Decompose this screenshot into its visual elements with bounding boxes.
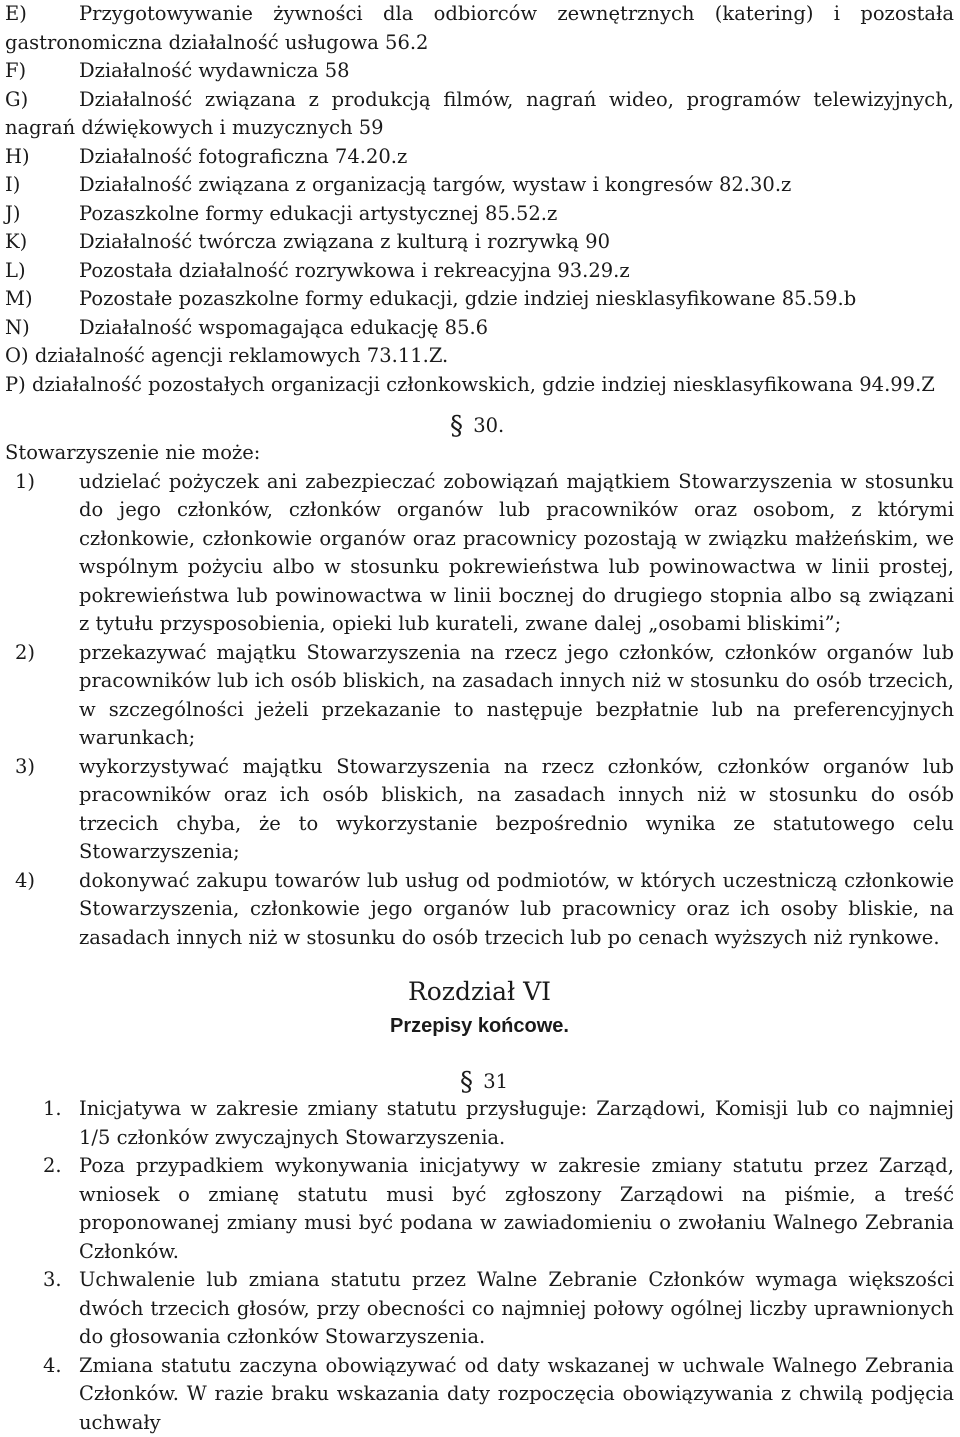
list-item-text: Przygotowywanie żywności dla odbiorców zewnętrznych (katering) i pozostała bbox=[79, 0, 954, 29]
list-item-label: F) bbox=[5, 57, 79, 86]
chapter-title: Rozdział VI bbox=[5, 975, 954, 1009]
list-item-label: J) bbox=[5, 200, 79, 229]
list-item bbox=[5, 0, 954, 29]
list-item-label: 4) bbox=[5, 867, 79, 953]
list-item-text: Inicjatywa w zakresie zmiany statutu przysługuje: Zarządowi, Komisji lub co najmniej 1/5 członków zwyczajnych Stowarzyszenia. bbox=[79, 1095, 954, 1152]
list-item bbox=[5, 57, 954, 86]
section-31-list bbox=[5, 1095, 954, 1437]
list-item-text: Pozostałe pozaszkolne formy edukacji, gdzie indziej niesklasyfikowane 85.59.b bbox=[79, 285, 954, 314]
list-item-text: Działalność twórcza związana z kulturą i rozrywką 90 bbox=[79, 228, 954, 257]
list-item bbox=[5, 371, 954, 400]
list-item-text: Zmiana statutu zaczyna obowiązywać od daty wskazanej w uchwale Walnego Zebrania Członków. W razie braku wskazania daty rozpoczęcia obowiązywania z chwilą podjęcia uchwały bbox=[79, 1352, 954, 1437]
list-item-label: P) bbox=[5, 373, 26, 396]
list-item-label: E) bbox=[5, 0, 79, 29]
list-item-continuation: nagrań dźwiękowych i muzycznych 59 bbox=[5, 114, 954, 143]
list-item-label: 1) bbox=[5, 468, 79, 639]
list-item-text: Pozaszkolne formy edukacji artystycznej 85.52.z bbox=[79, 200, 954, 229]
list-item-label: K) bbox=[5, 228, 79, 257]
list-item bbox=[5, 1095, 954, 1152]
list-item-text: Działalność wydawnicza 58 bbox=[79, 57, 954, 86]
list-item-text: udzielać pożyczek ani zabezpieczać zobowiązań majątkiem Stowarzyszenia w stosunku do jego członków, członków organów lub pracowników oraz osobom, z którymi członkowie, członkowie organów oraz pracownicy pozostają w związku małżeńskim, we wspólnym pożyciu albo w stosunku pokrewieństwa lub powinowactwa w linii prostej, pokrewieństwa lub powinowactwa w linii bocznej do drugiego stopnia albo są związani z tytułu przysposobienia, opieki lub kurateli, zwane dalej „osobami bliskimi”; bbox=[79, 468, 954, 639]
list-item bbox=[5, 639, 954, 753]
list-item bbox=[5, 342, 954, 371]
list-item-label: O) bbox=[5, 344, 29, 367]
list-item bbox=[5, 753, 954, 867]
list-item-text: przekazywać majątku Stowarzyszenia na rzecz jego członków, członków organów lub pracowników lub ich osób bliskich, na zasadach innych niż w stosunku do osób trzecich, w szczególności jeżeli przekazanie to następuje bezpłatnie lub na preferencyjnych warunkach; bbox=[79, 639, 954, 753]
list-item-text: Pozostała działalność rozrywkowa i rekreacyjna 93.29.z bbox=[79, 257, 954, 286]
list-item-text: wykorzystywać majątku Stowarzyszenia na rzecz członków, członków organów lub pracowników oraz ich osób bliskich, na zasadach innych niż w stosunku do osób trzecich chyba, że to wykorzystanie bezpośrednio wynika ze statutowego celu Stowarzyszenia; bbox=[79, 753, 954, 867]
list-item-label: L) bbox=[5, 257, 79, 286]
list-item-text: Działalność związana z organizacją targów, wystaw i kongresów 82.30.z bbox=[79, 171, 954, 200]
list-item-label: I) bbox=[5, 171, 79, 200]
list-item bbox=[5, 867, 954, 953]
section-number: 30. bbox=[473, 414, 504, 437]
list-item-label: 1. bbox=[5, 1095, 79, 1152]
list-item-text: Działalność związana z produkcją filmów, nagrań wideo, programów telewizyjnych, bbox=[79, 86, 954, 115]
list-item bbox=[5, 86, 954, 115]
list-item-label: 3. bbox=[5, 1266, 79, 1352]
section-30-heading bbox=[5, 411, 954, 439]
list-item-continuation: gastronomiczna działalność usługowa 56.2 bbox=[5, 29, 954, 58]
list-item bbox=[5, 1152, 954, 1266]
list-item bbox=[5, 143, 954, 172]
section-30-list bbox=[5, 468, 954, 953]
list-item-label: 4. bbox=[5, 1352, 79, 1437]
list-item-label: G) bbox=[5, 86, 79, 115]
list-item-text: Działalność fotograficzna 74.20.z bbox=[79, 143, 954, 172]
list-item bbox=[5, 171, 954, 200]
list-item-label: 2. bbox=[5, 1152, 79, 1266]
section-30-intro: Stowarzyszenie nie może: bbox=[5, 439, 954, 468]
activity-list bbox=[5, 0, 954, 399]
list-item-label: 3) bbox=[5, 753, 79, 867]
list-item-label: 2) bbox=[5, 639, 79, 753]
list-item-text: działalność pozostałych organizacji członkowskich, gdzie indziej niesklasyfikowana 94.99.Z bbox=[32, 373, 935, 396]
list-item bbox=[5, 228, 954, 257]
list-item-text: dokonywać zakupu towarów lub usług od podmiotów, w których uczestniczą członkowie Stowarzyszenia, członkowie jego organów lub pracownicy oraz ich osoby bliskie, na zasadach innych niż w stosunku do osób trzecich lub po cenach wyższych niż rynkowe. bbox=[79, 867, 954, 953]
list-item bbox=[5, 200, 954, 229]
list-item bbox=[5, 468, 954, 639]
list-item-text: Poza przypadkiem wykonywania inicjatywy w zakresie zmiany statutu przez Zarząd, wniosek o zmianę statutu musi być zgłoszony Zarządowi na piśmie, a treść proponowanej zmiany musi być podana w zawiadomieniu o zwołaniu Walnego Zebrania Członków. bbox=[79, 1152, 954, 1266]
list-item bbox=[5, 1266, 954, 1352]
list-item bbox=[5, 285, 954, 314]
section-number: 31 bbox=[483, 1070, 508, 1093]
list-item-text: działalność agencji reklamowych 73.11.Z. bbox=[35, 344, 448, 367]
list-item bbox=[5, 314, 954, 343]
list-item bbox=[5, 257, 954, 286]
list-item-text: Uchwalenie lub zmiana statutu przez Walne Zebranie Członków wymaga większości dwóch trzecich głosów, przy obecności co najmniej połowy ogólnej liczby uprawnionych do głosowania członków Stowarzyszenia. bbox=[79, 1266, 954, 1352]
list-item-text: Działalność wspomagająca edukację 85.6 bbox=[79, 314, 954, 343]
list-item-label: N) bbox=[5, 314, 79, 343]
list-item-label: H) bbox=[5, 143, 79, 172]
list-item bbox=[5, 1352, 954, 1437]
list-item-label: M) bbox=[5, 285, 79, 314]
section-31-heading bbox=[5, 1067, 954, 1095]
chapter-subtitle: Przepisy końcowe. bbox=[5, 1011, 954, 1041]
section-sign: § bbox=[460, 1069, 473, 1095]
section-sign: § bbox=[450, 413, 463, 439]
